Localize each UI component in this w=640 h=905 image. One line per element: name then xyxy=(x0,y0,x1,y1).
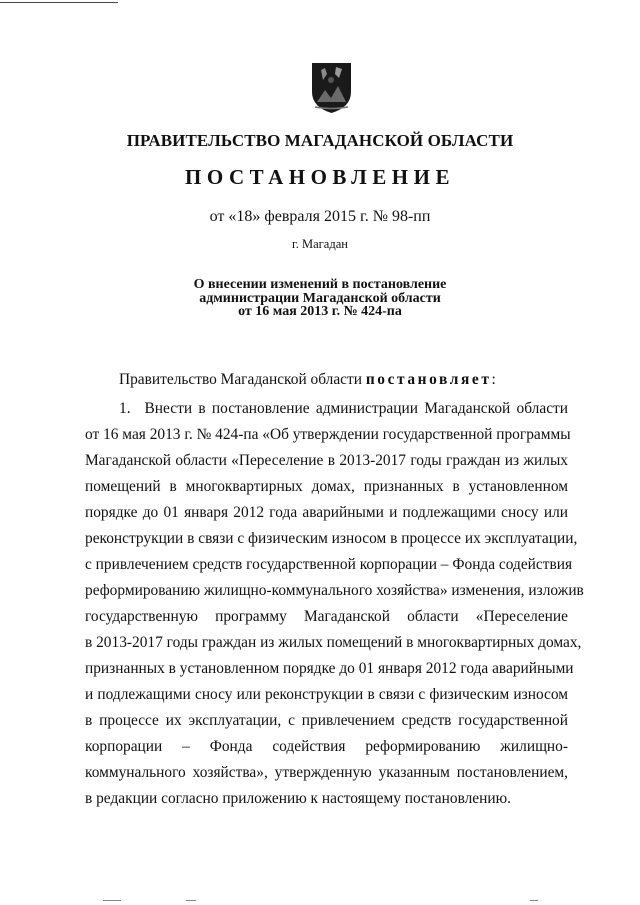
subject-line: от 16 мая 2013 г. № 424-па xyxy=(238,304,402,319)
scan-artifact xyxy=(530,900,538,901)
body-line: признанных в установленном порядке до 01 января 2012 года аварийными xyxy=(85,660,574,677)
document-type: ПОСТАНОВЛЕНИЕ xyxy=(185,165,455,189)
subject-line: О внесении изменений в постановление xyxy=(193,277,447,292)
document-date-number: от «18» февраля 2015 г. № 98-пп xyxy=(209,208,431,225)
body-line: в редакции согласно приложению к настоящему постановлению. xyxy=(85,790,511,807)
document-city: г. Магадан xyxy=(292,237,348,251)
preamble-text: Правительство Магаданской области xyxy=(119,371,362,388)
body-line: помещений в многоквартирных домах, признанных в установленном xyxy=(85,478,568,495)
body-line: Внести в постановление администрации Магаданской области xyxy=(144,400,568,417)
government-title: ПРАВИТЕЛЬСТВО МАГАДАНСКОЙ ОБЛАСТИ xyxy=(126,131,514,150)
decree-colon: : xyxy=(491,371,496,388)
body-line: и подлежащими сносу или реконструкции в связи с физическим износом xyxy=(85,686,568,703)
body-line: порядке до 01 января 2012 года аварийными и подлежащими сносу или xyxy=(85,504,568,521)
body-line: от 16 мая 2013 г. № 424-па «Об утверждении государственной программы xyxy=(85,426,571,443)
body-line: Магаданской области «Переселение в 2013-2017 годы граждан из жилых xyxy=(85,452,568,469)
body-line: корпорации – Фонда содействия реформированию жилищно- xyxy=(85,738,568,755)
decree-word: постановляет xyxy=(365,371,492,388)
scan-edge-line xyxy=(0,2,118,3)
body-line: в 2013-2017 годы граждан из жилых помещений в многоквартирных домах, xyxy=(85,634,582,651)
body-line: государственную программу Магаданской области «Переселение xyxy=(85,608,568,625)
body-line: в процессе их эксплуатации, с привлечением средств государственной xyxy=(85,712,568,729)
body-line: коммунального хозяйства», утвержденную указанным постановлением, xyxy=(85,764,568,781)
coat-of-arms-icon xyxy=(311,62,352,114)
document-subject xyxy=(0,278,640,319)
scan-artifact xyxy=(103,900,121,901)
preamble xyxy=(119,370,496,390)
item-number: 1. xyxy=(119,400,131,417)
item-1-first-line xyxy=(119,399,568,419)
body-line: с привлечением средств государственной корпорации – Фонда содействия xyxy=(85,556,573,573)
subject-line: администрации Магаданской области xyxy=(199,290,441,306)
body-line: реконструкции в связи с физическим износом в процессе их эксплуатации, xyxy=(85,530,578,547)
body-line: реформированию жилищно-коммунального хозяйства» изменения, изложив xyxy=(85,582,584,599)
scan-artifact xyxy=(186,900,196,901)
